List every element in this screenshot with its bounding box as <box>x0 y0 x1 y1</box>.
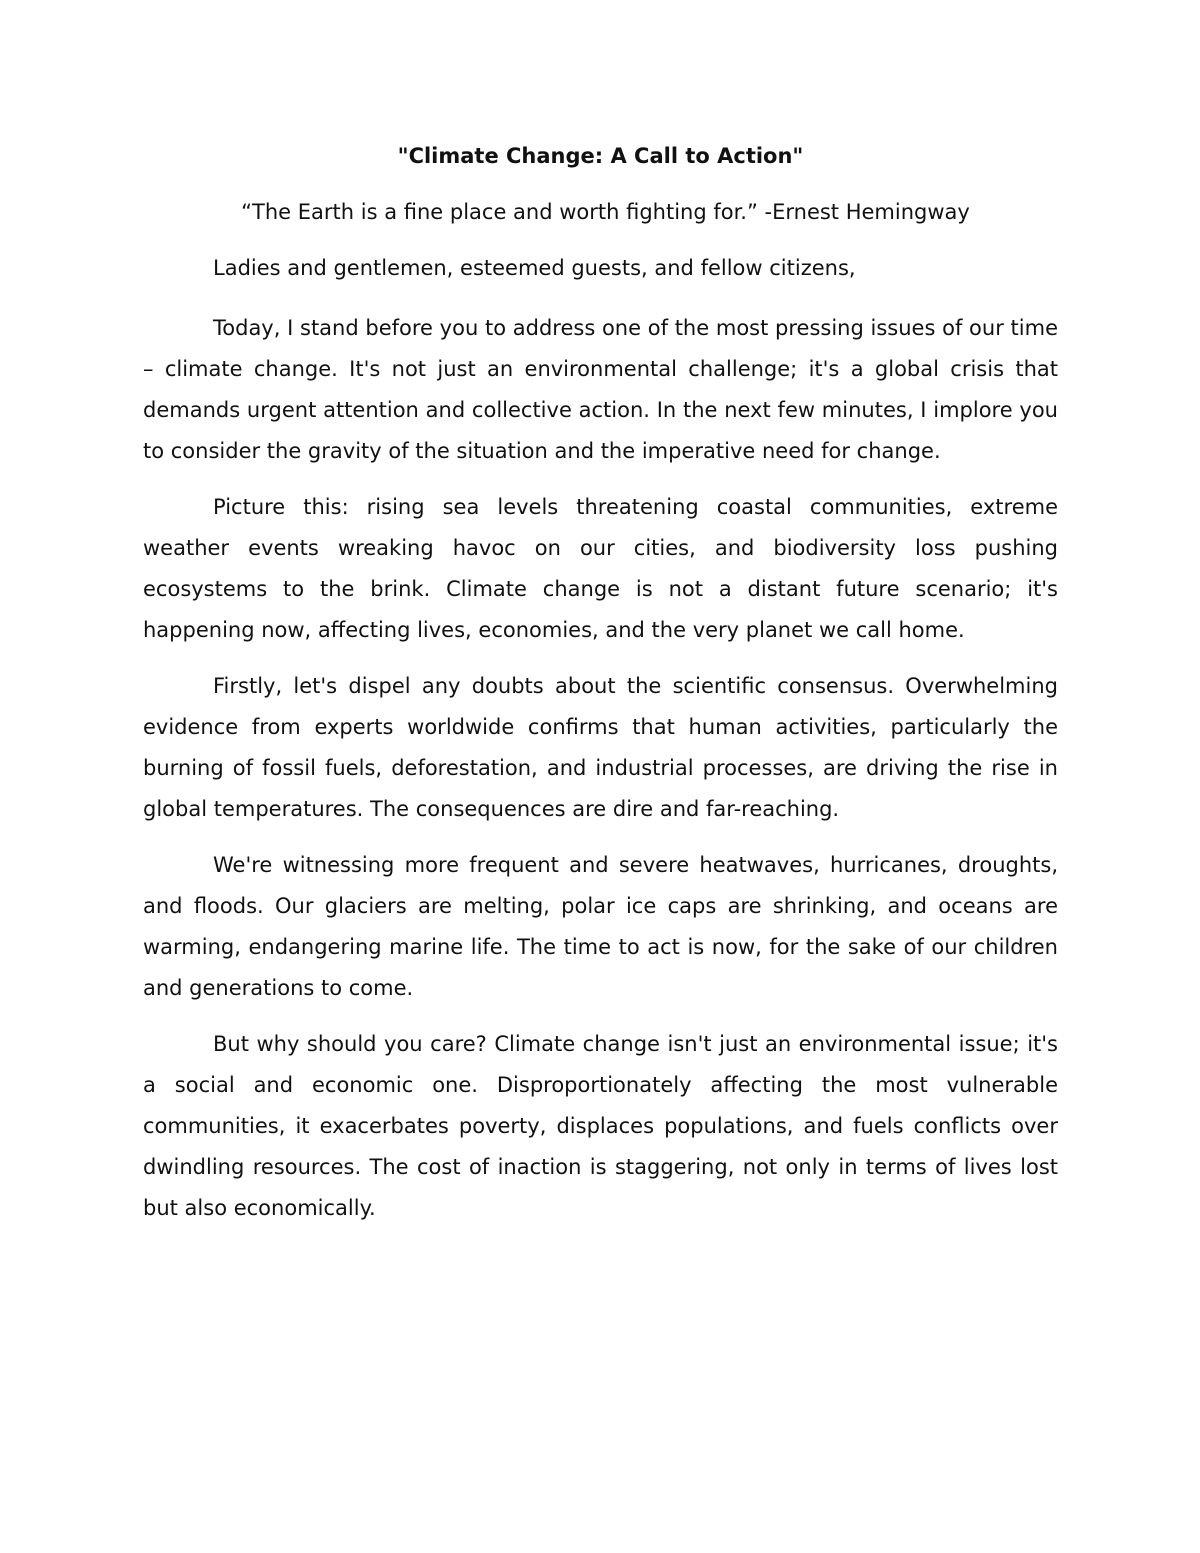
document-page <box>143 140 1058 1244</box>
body-paragraph: Picture this: rising sea levels threatening coastal communities, extreme weather events wreaking havoc on our cities, and biodiversity loss pushing ecosystems to the brink. Climate change is not a distant future scenario; it's happening now, affecting lives, economies, and the very planet we call home. <box>143 495 1058 642</box>
body-paragraph: But why should you care? Climate change isn't just an environmental issue; it's a social and economic one. Disproportionately affecting the most vulnerable communities, it exacerbates poverty, displaces populations, and fuels conflicts over dwindling resources. The cost of inaction is staggering, not only in terms of lives lost but also economically. <box>143 1032 1058 1220</box>
epigraph-quote: “The Earth is a fine place and worth fighting for.” -Ernest Hemingway <box>241 200 970 224</box>
body-paragraph: Firstly, let's dispel any doubts about the scientific consensus. Overwhelming evidence from experts worldwide confirms that human activities, particularly the burning of fossil fuels, deforestation, and industrial processes, are driving the rise in global temperatures. The consequences are dire and far-reaching. <box>143 674 1058 821</box>
salutation: Ladies and gentlemen, esteemed guests, and fellow citizens, <box>213 256 856 280</box>
body-paragraph: We're witnessing more frequent and severe heatwaves, hurricanes, droughts, and floods. Our glaciers are melting, polar ice caps are shrinking, and oceans are warming, endangering marine life. The time to act is now, for the sake of our children and generations to come. <box>143 853 1058 1000</box>
body-paragraph: Today, I stand before you to address one of the most pressing issues of our time – climate change. It's not just an environmental challenge; it's a global crisis that demands urgent attention and collective action. In the next few minutes, I implore you to consider the gravity of the situation and the imperative need for change. <box>143 316 1058 463</box>
document-title: "Climate Change: A Call to Action" <box>397 144 804 168</box>
